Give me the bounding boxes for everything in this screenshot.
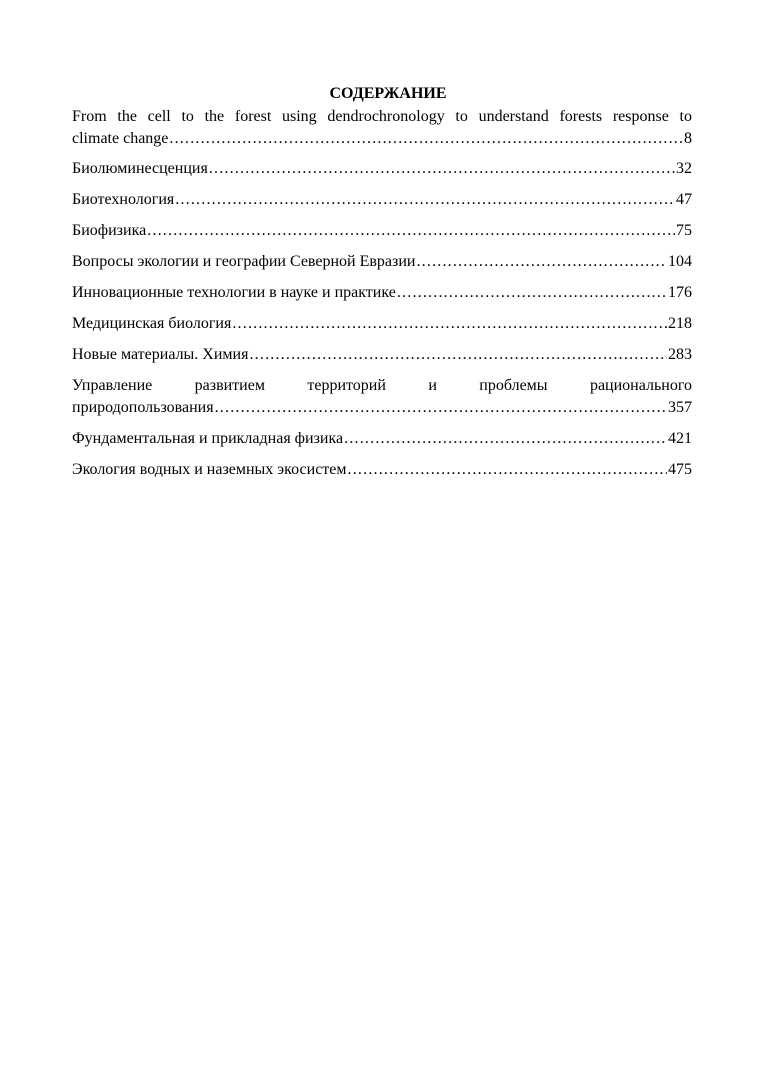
toc-leader-dots [348,459,667,481]
toc-leader-dots [344,428,667,450]
toc-entry-label: Вопросы экологии и географии Северной Евразии [72,253,416,270]
toc-page-number: 176 [668,284,692,301]
toc-entry-label-line: From the cell to the forest using dendrochronology to understand forests response to [72,108,692,125]
toc-entry[interactable] [72,375,692,419]
toc-title: СОДЕРЖАНИЕ [329,85,447,102]
toc-leader-dots [416,251,667,273]
toc-page-number: 357 [668,399,692,416]
toc-list [72,106,692,481]
toc-entry-line [72,128,692,150]
toc-page-number: 32 [676,160,692,177]
toc-entry[interactable] [72,106,692,150]
toc-leader-dots [397,282,667,304]
toc-entry[interactable] [72,282,692,304]
toc-entry-label: Биотехнология [72,191,175,208]
toc-page-number: 283 [668,346,692,363]
toc-entry-label: Фундаментальная и прикладная физика [72,430,344,447]
toc-entry-line [72,158,692,180]
toc-page-number: 218 [668,315,692,332]
toc-page-number: 8 [684,130,692,147]
toc-entry-label: Биофизика [72,222,147,239]
toc-entry-line [72,459,692,481]
toc-entry[interactable] [72,158,692,180]
toc-entry-label: Инновационные технологии в науке и практике [72,284,396,301]
toc-page-number: 47 [676,191,692,208]
toc-entry[interactable] [72,251,692,273]
toc-entry[interactable] [72,220,692,242]
toc-leader-dots [232,313,667,335]
toc-page-number: 475 [668,461,692,478]
toc-entry-label-line: Управление развитием территорий и проблемы рационального [72,377,692,394]
toc-entry-line [72,282,692,304]
toc-entry-line [72,220,692,242]
toc-page-number: 104 [668,253,692,270]
toc-leader-dots [215,397,667,419]
toc-leader-dots [175,189,675,211]
toc-entry[interactable] [72,344,692,366]
toc-entry-line [72,344,692,366]
toc-entry-line [72,251,692,273]
toc-entry-label: Экология водных и наземных экосистем [72,461,347,478]
toc-entry-line [72,189,692,211]
toc-entry-line [72,397,692,419]
toc-leader-dots [249,344,667,366]
toc-entry-label: Медицинская биология [72,315,232,332]
toc-entry-label: Биолюминесценция [72,160,208,177]
toc-entry-label: Новые материалы. Химия [72,346,249,363]
toc-page-number: 75 [676,222,692,239]
toc-leader-dots [169,128,683,150]
table-of-contents [72,82,692,490]
toc-entry[interactable] [72,428,692,450]
toc-entry-line [72,428,692,450]
toc-entry[interactable] [72,459,692,481]
toc-entry[interactable] [72,313,692,335]
toc-entry[interactable] [72,189,692,211]
toc-leader-dots [147,220,675,242]
toc-entry-line [72,313,692,335]
toc-entry-label: climate change [72,130,169,147]
toc-page-number: 421 [668,430,692,447]
toc-entry-label: природопользования [72,399,214,416]
toc-leader-dots [209,158,675,180]
